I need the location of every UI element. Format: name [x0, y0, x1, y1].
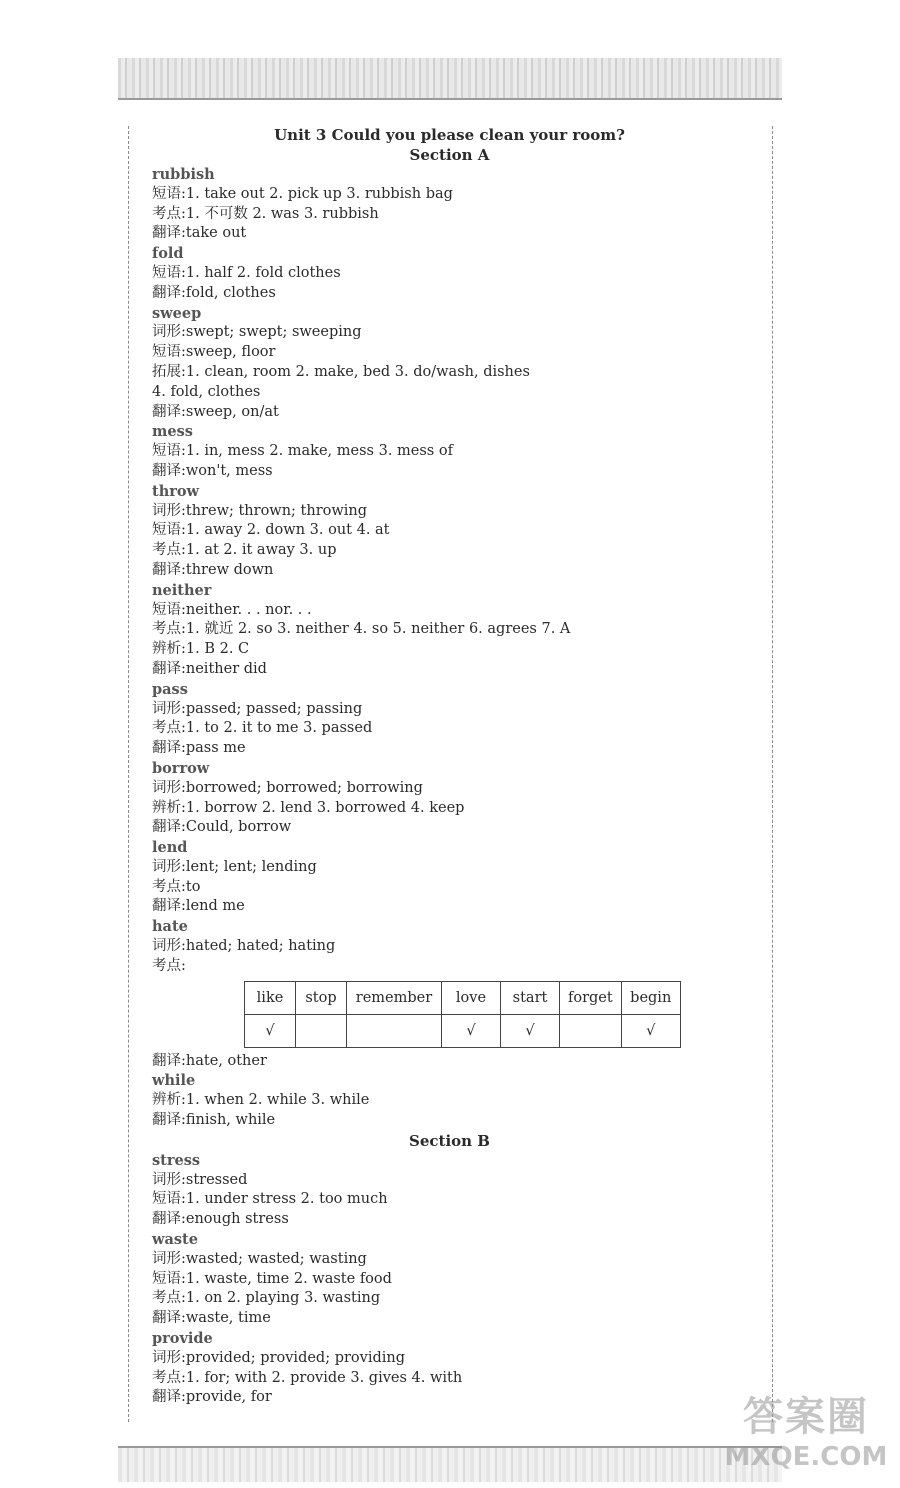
entry-line: 翻译:take out — [152, 225, 247, 242]
section-a-entries — [152, 165, 752, 917]
unit-title: Unit 3 Could you please clean your room? — [274, 126, 625, 144]
table-mark-cell — [347, 1014, 442, 1047]
entry-line: 词形:hated; hated; hating — [152, 938, 336, 955]
entry-mess — [152, 422, 752, 481]
table-header-cell: begin — [621, 981, 680, 1014]
entry-line: 翻译:sweep, on/at — [152, 403, 279, 420]
entry-head: neither — [152, 581, 212, 599]
entry-line: 考点:1. to 2. it to me 3. passed — [152, 720, 373, 737]
table-header-cell: love — [442, 981, 501, 1014]
entry-line: 考点:1. for; with 2. provide 3. gives 4. with — [152, 1369, 463, 1386]
entry-rubbish — [152, 165, 752, 244]
entry-pass — [152, 680, 752, 759]
entry-line: 短语:1. away 2. down 3. out 4. at — [152, 522, 390, 539]
entry-line: 短语:1. under stress 2. too much — [152, 1191, 388, 1208]
entry-line: 拓展:1. clean, room 2. make, bed 3. do/wash, dishes — [152, 363, 530, 380]
entry-hate — [152, 917, 752, 1071]
entry-line: 词形:lent; lent; lending — [152, 858, 317, 875]
entry-head: rubbish — [152, 166, 215, 183]
table-mark-cell: √ — [442, 1014, 501, 1047]
entry-line: 考点:to — [152, 878, 201, 895]
entry-head: pass — [152, 680, 188, 698]
entry-line: 考点: — [152, 957, 186, 974]
entry-line: 考点:1. on 2. playing 3. wasting — [152, 1290, 381, 1307]
table-header-cell: remember — [347, 981, 442, 1014]
entry-line: 翻译:lend me — [152, 898, 245, 915]
entry-line: 短语:1. take out 2. pick up 3. rubbish bag — [152, 185, 453, 202]
entry-line: 翻译:enough stress — [152, 1211, 289, 1228]
entry-line: 短语:1. waste, time 2. waste food — [152, 1270, 392, 1287]
entry-line: 翻译:provide, for — [152, 1389, 272, 1406]
entry-head: waste — [152, 1231, 198, 1249]
entry-provide — [152, 1329, 752, 1408]
entry-line: 词形:swept; swept; sweeping — [152, 324, 362, 341]
entry-line: 翻译:threw down — [152, 561, 274, 578]
table-header-cell: like — [245, 981, 296, 1014]
entry-head: borrow — [152, 759, 210, 777]
section-b-heading: Section B — [409, 1131, 490, 1150]
entry-borrow — [152, 759, 752, 838]
bottom-decorative-band — [118, 1446, 782, 1482]
entry-line: 词形:wasted; wasted; wasting — [152, 1250, 367, 1267]
table-mark-row — [245, 1014, 681, 1047]
entry-line: 翻译:won't, mess — [152, 462, 273, 479]
entry-waste — [152, 1230, 752, 1329]
entry-stress — [152, 1151, 752, 1230]
entry-line: 词形:stressed — [152, 1171, 248, 1188]
entry-head: lend — [152, 839, 188, 857]
entry-line: 短语:1. in, mess 2. make, mess 3. mess of — [152, 443, 453, 460]
entry-line: 词形:threw; thrown; throwing — [152, 502, 368, 519]
table-header-cell: stop — [296, 981, 347, 1014]
entry-line: 翻译:Could, borrow — [152, 819, 292, 836]
entry-line: 翻译:waste, time — [152, 1310, 271, 1327]
watermark-domain: MXQE.COM — [724, 1442, 888, 1472]
table-mark-cell: √ — [245, 1014, 296, 1047]
watermark-logo-text: 答案圈 — [743, 1394, 869, 1440]
section-b-entries — [152, 1151, 752, 1408]
table-mark-cell — [560, 1014, 622, 1047]
table-mark-cell: √ — [501, 1014, 560, 1047]
entry-line: 4. fold, clothes — [152, 383, 261, 400]
entry-lend — [152, 838, 752, 917]
entry-line: 考点:1. 不可数 2. was 3. rubbish — [152, 205, 379, 222]
entry-line: 辨析:1. B 2. C — [152, 641, 250, 658]
entry-line: 考点:1. at 2. it away 3. up — [152, 542, 337, 559]
table-mark-cell — [296, 1014, 347, 1047]
entry-head: while — [152, 1072, 196, 1090]
entry-line: 词形:passed; passed; passing — [152, 700, 363, 717]
verb-usage-table — [244, 981, 681, 1048]
left-dashed-margin — [128, 126, 129, 1422]
entry-fold — [152, 244, 752, 303]
section-a-heading: Section A — [409, 146, 490, 164]
entry-sweep — [152, 304, 752, 423]
entry-line: 考点:1. 就近 2. so 3. neither 4. so 5. neither 6. agrees 7. A — [152, 621, 571, 638]
entry-line: 短语:1. half 2. fold clothes — [152, 264, 341, 281]
entry-head: fold — [152, 245, 184, 263]
entry-while — [152, 1071, 752, 1130]
entry-line: 辨析:1. borrow 2. lend 3. borrowed 4. keep — [152, 799, 465, 816]
entry-head: provide — [152, 1330, 213, 1348]
entry-line: 翻译:finish, while — [152, 1112, 276, 1129]
entry-head: mess — [152, 423, 193, 441]
entry-line: 词形:borrowed; borrowed; borrowing — [152, 779, 423, 796]
verb-table-wrap — [244, 981, 752, 1048]
entry-head: stress — [152, 1151, 201, 1169]
entry-neither — [152, 581, 752, 680]
entry-head: hate — [152, 918, 188, 936]
entry-line: 词形:provided; provided; providing — [152, 1349, 406, 1366]
entry-line: 翻译:neither did — [152, 660, 267, 677]
entry-line: 辨析:1. when 2. while 3. while — [152, 1092, 370, 1109]
table-header-row — [245, 981, 681, 1014]
site-watermark — [716, 1392, 896, 1482]
table-header-cell: start — [501, 981, 560, 1014]
entry-line: 短语:neither. . . nor. . . — [152, 601, 312, 618]
answer-content — [152, 125, 752, 1408]
entry-throw — [152, 482, 752, 581]
entry-line: 翻译:hate, other — [152, 1052, 267, 1069]
table-mark-cell: √ — [621, 1014, 680, 1047]
entry-head: sweep — [152, 304, 202, 322]
entry-line: 翻译:fold, clothes — [152, 284, 276, 301]
top-decorative-band — [118, 58, 782, 100]
table-header-cell: forget — [560, 981, 622, 1014]
right-dashed-margin — [772, 126, 773, 1422]
entry-line: 翻译:pass me — [152, 740, 246, 757]
entry-line: 短语:sweep, floor — [152, 344, 276, 361]
entry-head: throw — [152, 482, 200, 500]
